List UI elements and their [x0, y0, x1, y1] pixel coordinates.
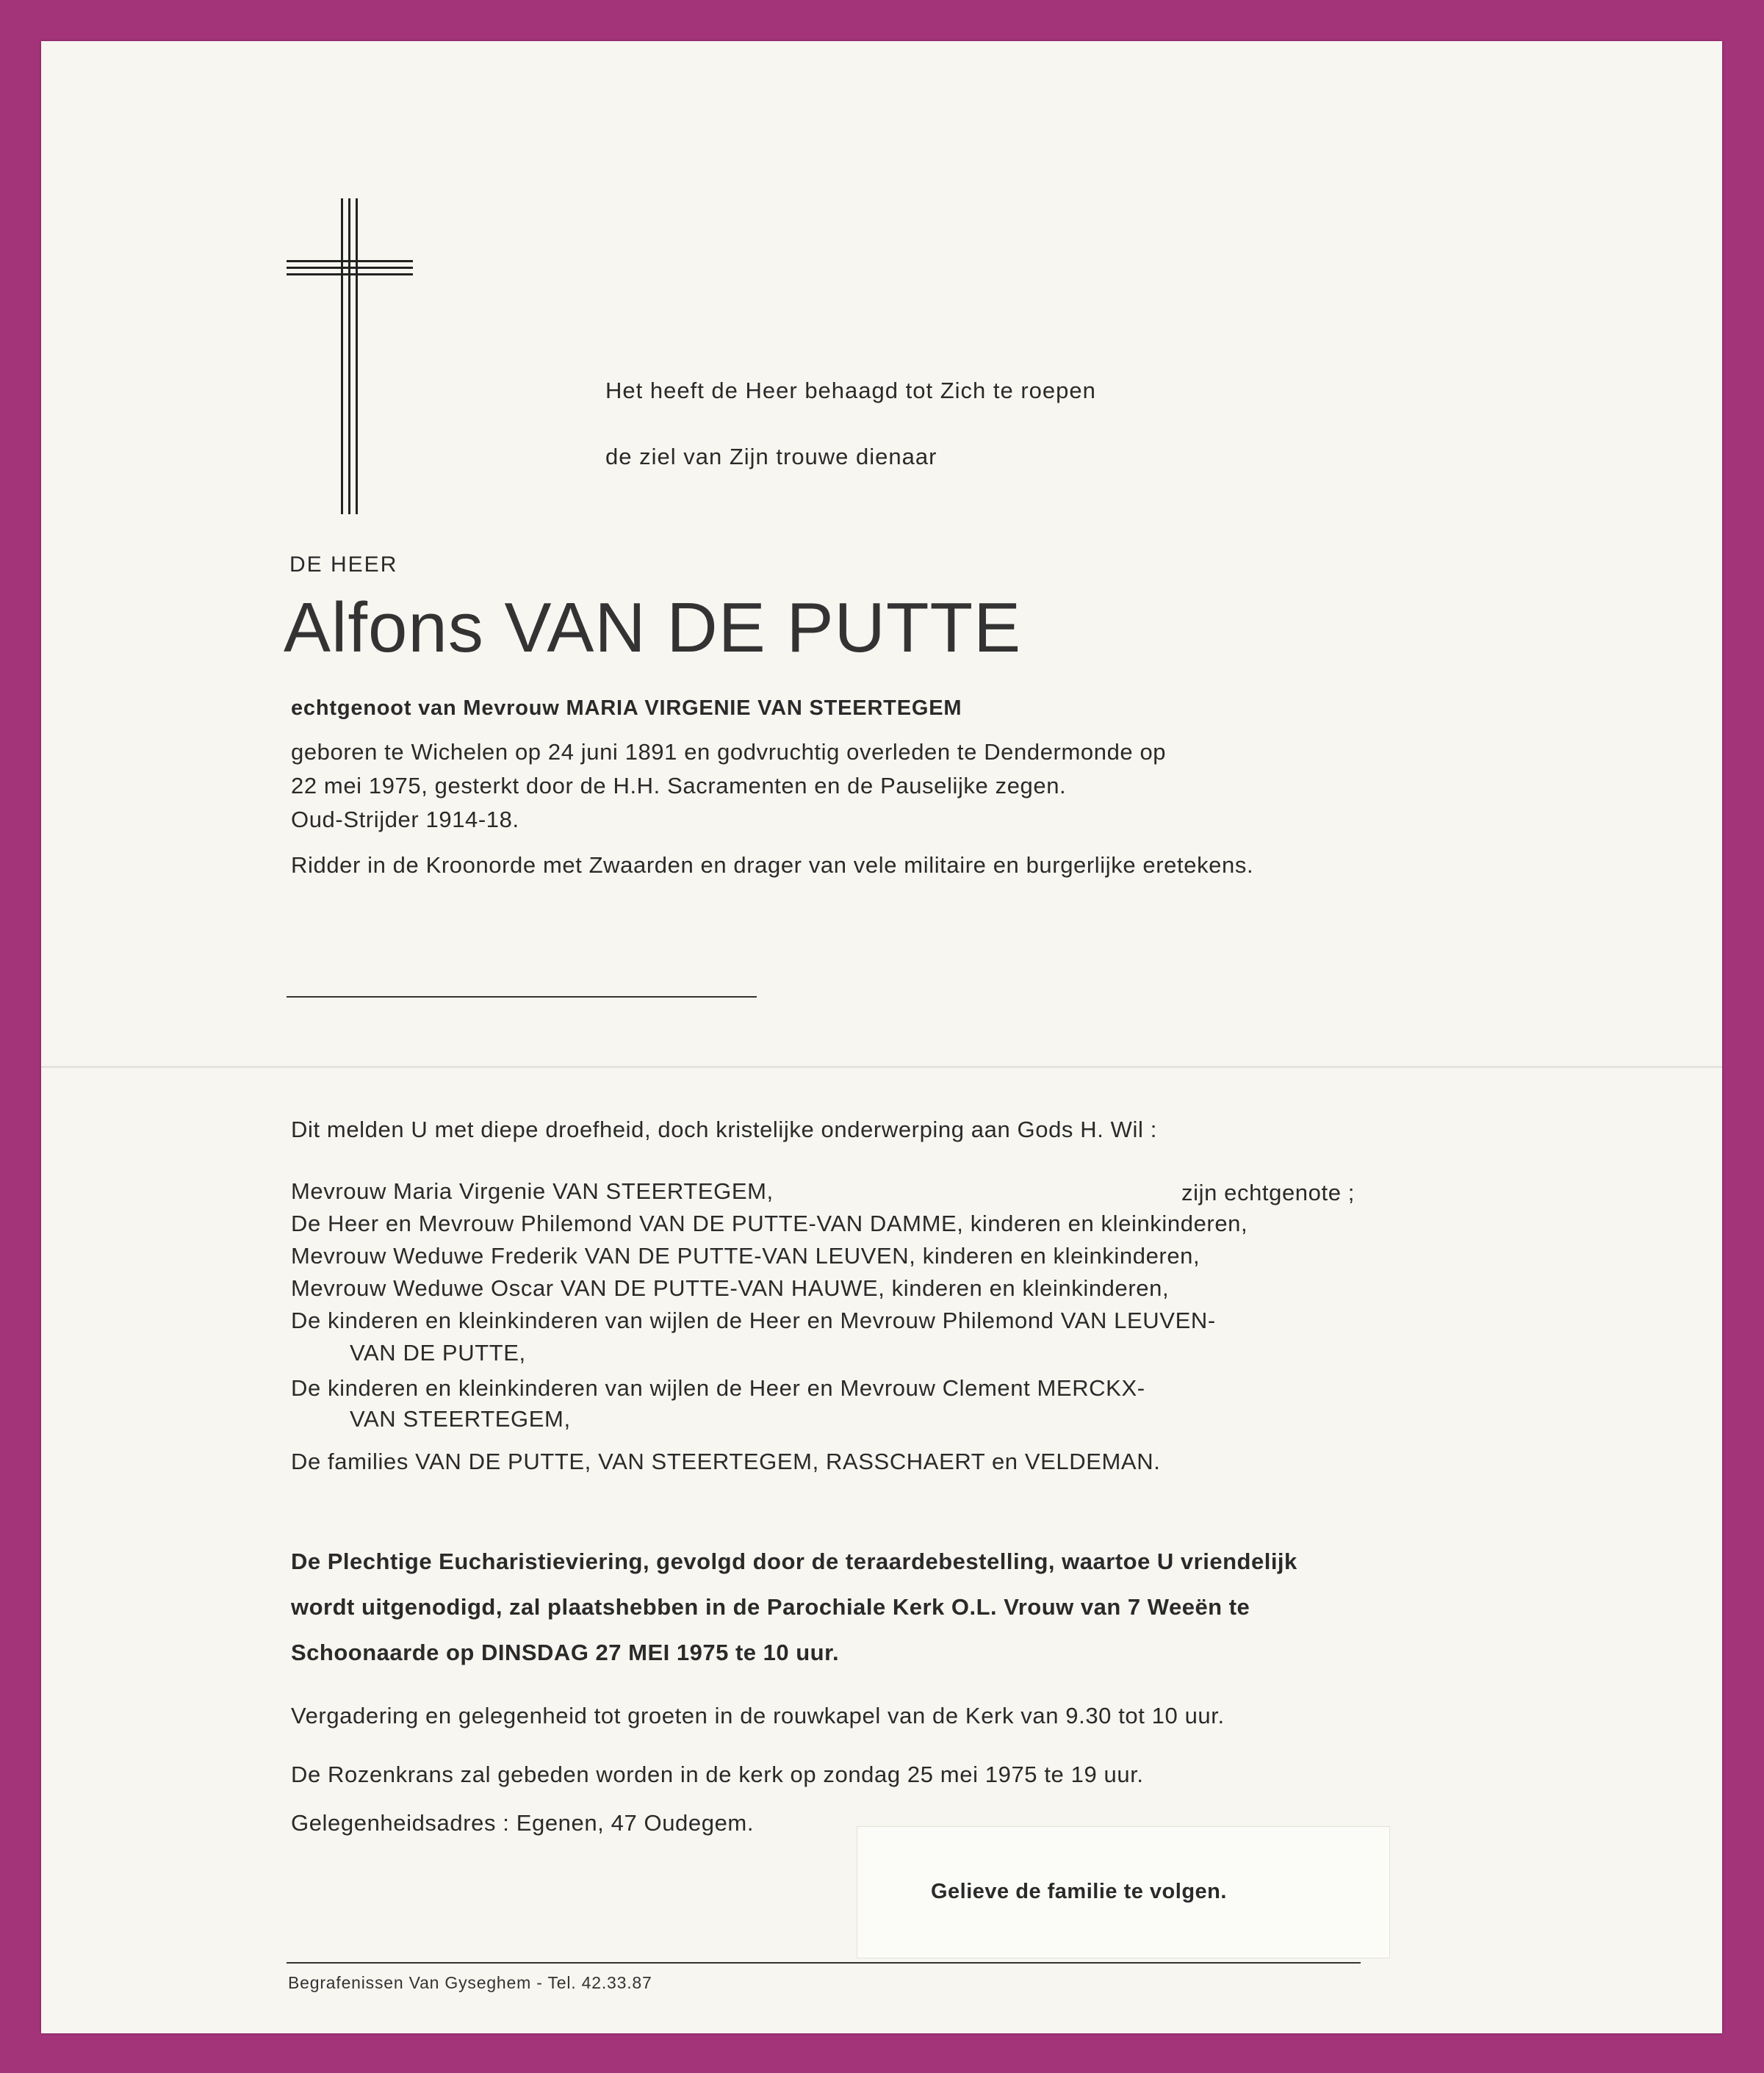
family-relation: zijn echtgenote ;	[1181, 1180, 1355, 1205]
ceremony-line: Schoonaarde op DINSDAG 27 MEI 1975 te 10 uur.	[291, 1640, 840, 1665]
family-line: De kinderen en kleinkinderen van wijlen de Heer en Mevrouw Clement MERCKX-	[291, 1375, 1145, 1401]
bio-line: 22 mei 1975, gesterkt door de H.H. Sacramenten en de Pauselijke zegen.	[291, 773, 1067, 798]
follow-note-slip	[857, 1826, 1390, 1958]
spouse-line: echtgenoot van Mevrouw MARIA VIRGENIE VAN STEERTEGEM	[291, 696, 962, 720]
family-line: De families VAN DE PUTTE, VAN STEERTEGEM, RASSCHAERT en VELDEMAN.	[291, 1449, 1161, 1474]
paper-fold	[41, 1066, 1722, 1068]
gathering-line: Vergadering en gelegenheid tot groeten in de rouwkapel van de Kerk van 9.30 tot 10 uur.	[291, 1703, 1225, 1728]
memorial-card	[41, 41, 1722, 2033]
family-line: VAN DE PUTTE,	[350, 1340, 526, 1366]
ceremony-line: De Plechtige Eucharistieviering, gevolgd door de teraardebestelling, waartoe U vriendelijk	[291, 1549, 1297, 1574]
family-line: De kinderen en kleinkinderen van wijlen de Heer en Mevrouw Philemond VAN LEUVEN-	[291, 1308, 1216, 1333]
deceased-name: Alfons VAN DE PUTTE	[284, 588, 1022, 667]
address-line: Gelegenheidsadres : Egenen, 47 Oudegem.	[291, 1810, 755, 1836]
intro-line-2: de ziel van Zijn trouwe dienaar	[605, 444, 937, 469]
footer-rule	[287, 1962, 1361, 1964]
announcement-intro: Dit melden U met diepe droefheid, doch kristelijke onderwerping aan Gods H. Wil :	[291, 1117, 1157, 1142]
follow-note: Gelieve de familie te volgen.	[931, 1880, 1227, 1903]
rosary-line: De Rozenkrans zal gebeden worden in de kerk op zondag 25 mei 1975 te 19 uur.	[291, 1762, 1144, 1787]
separator-line	[287, 996, 757, 998]
undertaker-footer: Begrafenissen Van Gyseghem - Tel. 42.33.87	[288, 1973, 652, 1992]
bio-line: Oud-Strijder 1914-18.	[291, 807, 519, 832]
family-line: VAN STEERTEGEM,	[350, 1406, 571, 1432]
family-line: Mevrouw Weduwe Frederik VAN DE PUTTE-VAN LEUVEN, kinderen en kleinkinderen,	[291, 1243, 1200, 1269]
family-line: De Heer en Mevrouw Philemond VAN DE PUTTE-VAN DAMME, kinderen en kleinkinderen,	[291, 1211, 1248, 1236]
cross-icon	[287, 198, 413, 514]
deceased-title: DE HEER	[289, 552, 398, 577]
family-line: Mevrouw Maria Virgenie VAN STEERTEGEM,	[291, 1178, 774, 1204]
honors-line: Ridder in de Kroonorde met Zwaarden en drager van vele militaire en burgerlijke eretekens.	[291, 852, 1254, 878]
intro-line-1: Het heeft de Heer behaagd tot Zich te roepen	[605, 378, 1096, 403]
family-line: Mevrouw Weduwe Oscar VAN DE PUTTE-VAN HAUWE, kinderen en kleinkinderen,	[291, 1275, 1170, 1301]
bio-line: geboren te Wichelen op 24 juni 1891 en godvruchtig overleden te Dendermonde op	[291, 739, 1167, 765]
ceremony-line: wordt uitgenodigd, zal plaatshebben in de Parochiale Kerk O.L. Vrouw van 7 Weeën te	[291, 1594, 1250, 1620]
